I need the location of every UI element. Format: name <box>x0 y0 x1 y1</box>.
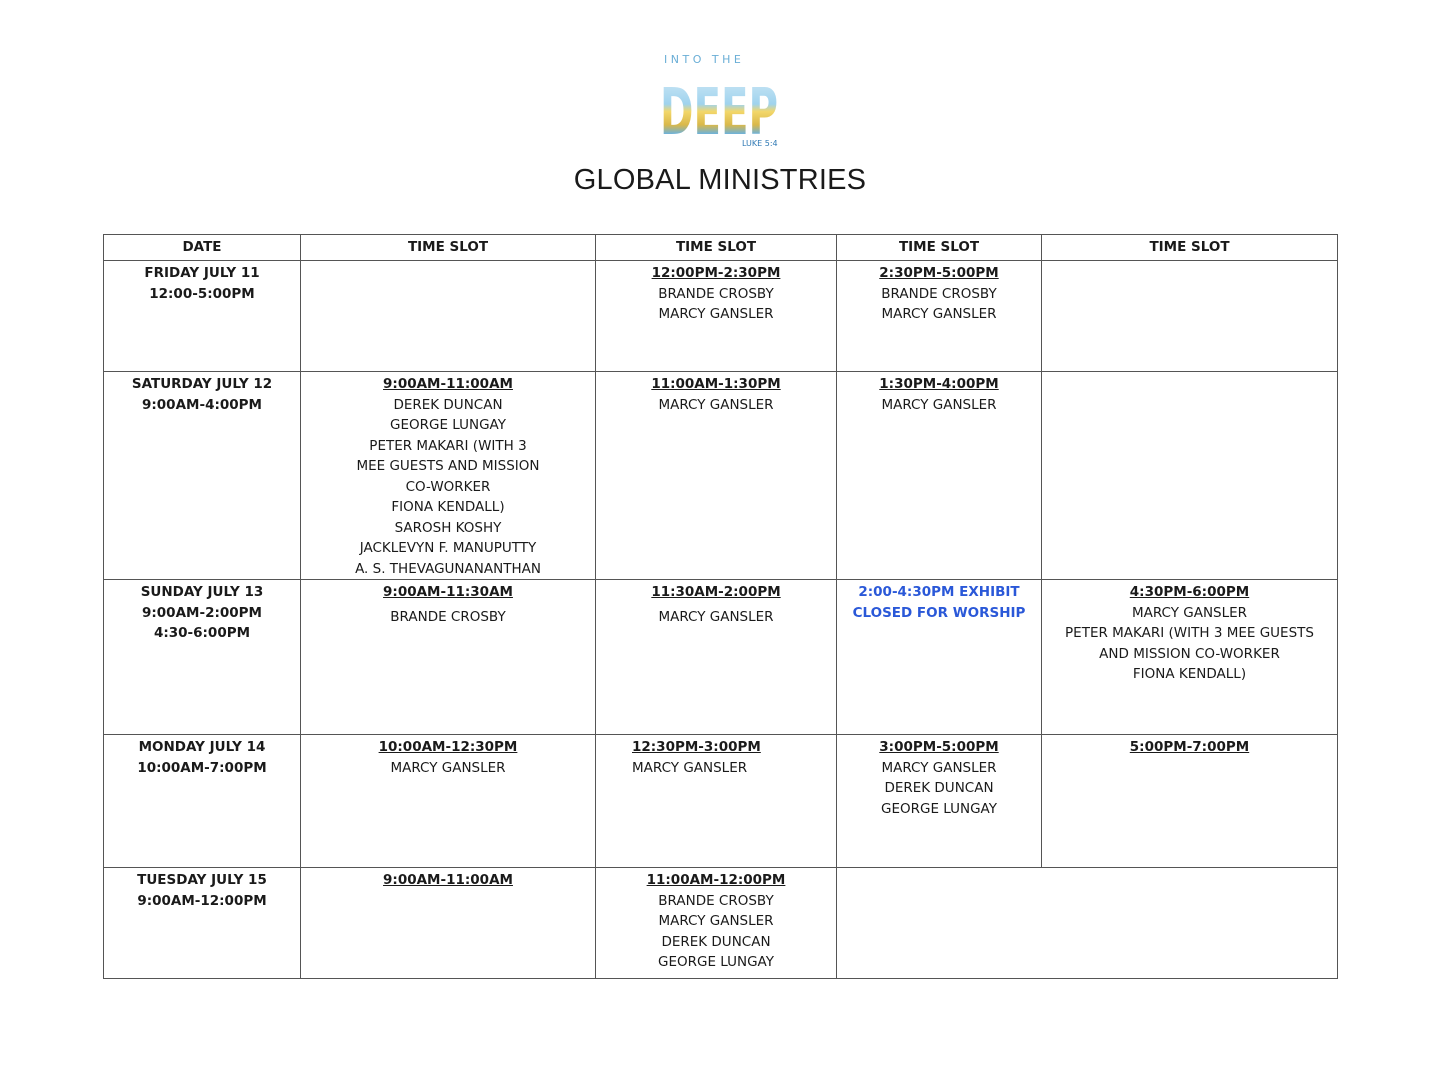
slot-time: 2:30PM-5:00PM <box>879 265 999 281</box>
slot-cell <box>301 735 596 868</box>
person-name: AND MISSION CO-WORKER <box>1099 645 1280 662</box>
slot-time: 3:00PM-5:00PM <box>879 739 999 755</box>
slot-time: 5:00PM-7:00PM <box>1129 739 1250 755</box>
person-name: MARCY GANSLER <box>390 759 506 776</box>
time-slot-header: TIME SLOT <box>301 235 596 261</box>
slot-time: 9:00AM-11:00AM <box>383 376 513 392</box>
person-name: MARCY GANSLER <box>658 913 774 929</box>
slot-cell <box>837 261 1042 372</box>
date-hours: 4:30-6:00PM <box>153 625 251 641</box>
date-hours: 9:00AM-2:00PM <box>142 604 262 621</box>
slot-cell <box>837 868 1338 979</box>
date-cell <box>104 580 301 735</box>
slot-time: 1:30PM-4:00PM <box>879 376 999 392</box>
date-hours: 12:00-5:00PM <box>149 285 255 302</box>
time-slot-header: TIME SLOT <box>596 235 837 261</box>
person-name: A. S. THEVAGUNANANTHAN <box>355 560 541 577</box>
person-name: GEORGE LUNGAY <box>389 417 506 433</box>
slot-time: 11:00AM-1:30PM <box>651 376 781 392</box>
person-name: BRANDE CROSBY <box>881 285 997 302</box>
time-slot-header: TIME SLOT <box>1042 235 1338 261</box>
person-name: MARCY GANSLER <box>1131 604 1248 621</box>
date-label: SUNDAY JULY 13 <box>140 584 264 600</box>
slot-cell <box>596 868 837 979</box>
slot-cell <box>1042 580 1338 735</box>
date-hours: 10:00AM-7:00PM <box>137 759 267 776</box>
person-name: DEREK DUNCAN <box>393 396 503 413</box>
slot-time: 9:00AM-11:00AM <box>383 872 513 888</box>
person-name: PETER MAKARI (WITH 3 MEE GUESTS <box>1065 625 1314 641</box>
slot-cell <box>1042 261 1338 372</box>
slot-cell <box>596 261 837 372</box>
table-row <box>104 735 1338 868</box>
person-name: DEREK DUNCAN <box>661 933 771 950</box>
date-label: SATURDAY JULY 12 <box>131 376 273 392</box>
header-row <box>104 235 1338 261</box>
slot-cell <box>1042 735 1338 868</box>
person-name: FIONA KENDALL) <box>391 499 505 515</box>
schedule-table <box>103 234 1338 979</box>
slot-cell <box>837 580 1042 735</box>
slot-time: 12:30PM-3:00PM <box>632 739 761 755</box>
slot-cell <box>837 735 1042 868</box>
person-name: BRANDE CROSBY <box>390 608 506 625</box>
person-name: GEORGE LUNGAY <box>880 800 997 817</box>
into-the-deep-logo <box>660 50 785 150</box>
person-name: MEE GUESTS AND MISSION <box>356 458 540 474</box>
person-name: MARCY GANSLER <box>632 759 748 776</box>
slot-cell <box>1042 372 1338 580</box>
slot-cell <box>301 580 596 735</box>
date-cell <box>104 261 301 372</box>
slot-time: 12:00PM-2:30PM <box>651 265 781 281</box>
slot-time: 4:30PM-6:00PM <box>1129 584 1250 600</box>
person-name: SAROSH KOSHY <box>394 519 502 536</box>
person-name: MARCY GANSLER <box>881 396 997 413</box>
exhibit-closed-note: CLOSED FOR WORSHIP <box>852 604 1026 621</box>
svg-text:LUKE 5:4: LUKE 5:4 <box>742 139 778 148</box>
time-slot-header: TIME SLOT <box>837 235 1042 261</box>
slot-cell <box>301 372 596 580</box>
table-row <box>104 261 1338 372</box>
date-hours: 9:00AM-12:00PM <box>137 892 267 909</box>
person-name: CO-WORKER <box>405 478 491 495</box>
svg-text:INTO THE: INTO THE <box>664 53 745 66</box>
date-hours: 9:00AM-4:00PM <box>142 396 262 413</box>
person-name: PETER MAKARI (WITH 3 <box>369 437 527 454</box>
date-label: TUESDAY JULY 15 <box>137 872 267 888</box>
slot-cell <box>596 735 837 868</box>
person-name: JACKLEVYN F. MANUPUTTY <box>359 540 537 556</box>
slot-time: 11:30AM-2:00PM <box>651 584 781 600</box>
date-label: MONDAY JULY 14 <box>138 739 266 755</box>
person-name: BRANDE CROSBY <box>658 285 774 302</box>
slot-time: 11:00AM-12:00PM <box>646 872 786 888</box>
slot-cell <box>301 868 596 979</box>
slot-cell <box>301 261 596 372</box>
table-row <box>104 372 1338 580</box>
svg-text:DEEP: DEEP <box>660 76 778 150</box>
page-title: GLOBAL MINISTRIES <box>573 164 867 196</box>
person-name: FIONA KENDALL) <box>1132 666 1247 682</box>
person-name: MARCY GANSLER <box>658 608 774 625</box>
table-row <box>104 868 1338 979</box>
slot-cell <box>837 372 1042 580</box>
date-header: DATE <box>104 235 301 261</box>
table-row <box>104 580 1338 735</box>
person-name: GEORGE LUNGAY <box>657 954 774 970</box>
slot-time: 10:00AM-12:30PM <box>378 739 518 755</box>
person-name: MARCY GANSLER <box>881 759 997 776</box>
person-name: BRANDE CROSBY <box>658 892 774 909</box>
slot-time: 9:00AM-11:30AM <box>383 584 513 600</box>
date-label: FRIDAY JULY 11 <box>144 265 260 281</box>
date-cell <box>104 372 301 580</box>
date-cell <box>104 735 301 868</box>
slot-cell <box>596 372 837 580</box>
exhibit-closed-note: 2:00-4:30PM EXHIBIT <box>858 584 1020 600</box>
person-name: MARCY GANSLER <box>881 306 997 322</box>
date-cell <box>104 868 301 979</box>
person-name: MARCY GANSLER <box>658 396 774 413</box>
person-name: DEREK DUNCAN <box>884 780 994 796</box>
person-name: MARCY GANSLER <box>658 306 774 322</box>
slot-cell <box>596 580 837 735</box>
